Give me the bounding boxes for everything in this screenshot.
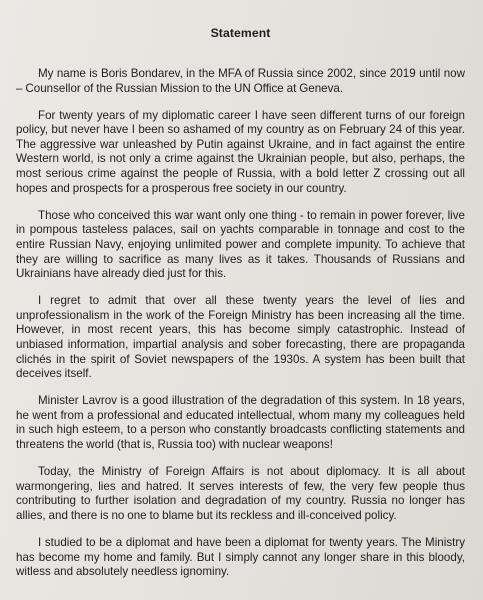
paragraph-ministry-today: Today, the Ministry of Foreign Affairs is not about diplomacy. It is all about warmongering, lies and hatred. It serves interests of few, the very few people thus contributing to further isolation and degradation of my country. Russia no longer has allies, and there is no one to blame but its reckless and ill-conceived policy. xyxy=(16,465,465,522)
paragraph-lavrov: Minister Lavrov is a good illustration of the degradation of this system. In 18 years, he went from a professional and educated intellectual, whom many my colleagues held in such high esteem, to a person who constantly broadcasts conflicting statements and threatens the world (that is, Russia too) with nuclear weapons! xyxy=(16,394,465,452)
paragraph-ministry-decline: I regret to admit that over all these twenty years the level of lies and unprofessionalism in the work of the Foreign Ministry has been increasing all the time. However, in most recent years, this has become simply catastrophic. Instead of unbiased information, impartial analysis and sober forecasting, there are propaganda clichés in the spirit of Soviet newspapers of the 1930s. A system has been built that deceives itself. xyxy=(16,294,465,381)
paragraph-conclusion: I studied to be a diplomat and have been a diplomat for twenty years. The Ministry has become my home and family. But I simply cannot any longer share in this bloody, witless and absolutely needless ignominy. xyxy=(16,536,465,579)
statement-title: Statement xyxy=(210,26,271,40)
paragraph-career: For twenty years of my diplomatic career I have seen different turns of our foreign policy, but never have I been so ashamed of my country as on February 24 of this year. The aggressive war unleashed by Putin against Ukraine, and in fact against the entire Western world, is not only a crime against the Ukrainian people, but also, perhaps, the most serious crime against the people of Russia, with a bold letter Z crossing out all hopes and prospects for a prosperous free society in our country. xyxy=(16,108,465,195)
paragraph-war-motives: Those who conceived this war want only one thing - to remain in power forever, live in pompous tasteless palaces, sail on yachts comparable in tonnage and cost to the entire Russian Navy, enjoying unlimited power and complete impunity. To achieve that they are willing to sacrifice as many lives as it takes. Thousands of Russians and Ukrainians have already died just for this. xyxy=(16,208,465,281)
paragraph-introduction: My name is Boris Bondarev, in the MFA of Russia since 2002, since 2019 until now – Counsellor of the Russian Mission to the UN Office at Geneva. xyxy=(16,67,465,95)
